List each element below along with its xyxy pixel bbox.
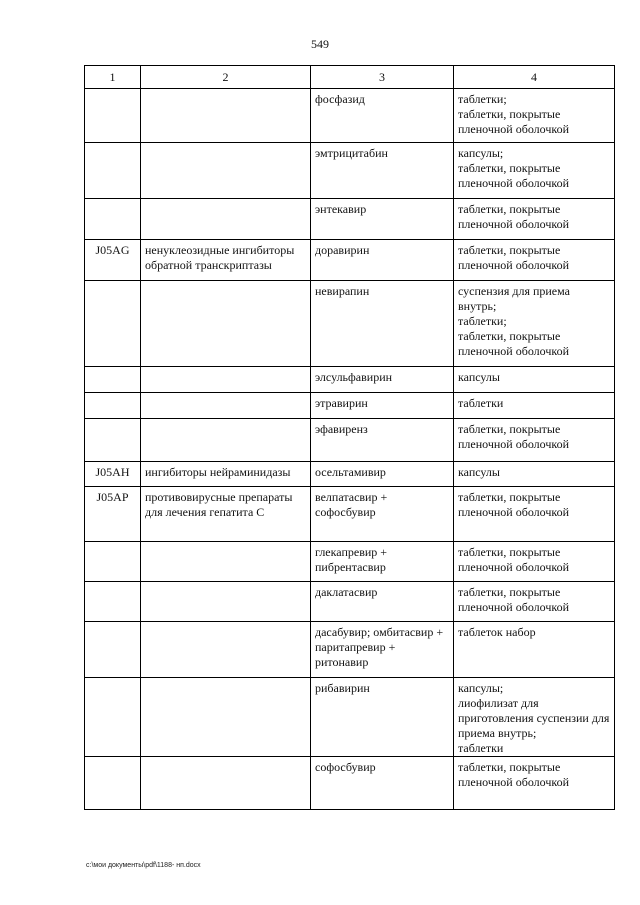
drug-name-cell: эмтрицитабин xyxy=(311,143,454,199)
dosage-forms-cell xyxy=(454,367,615,393)
drug-name-cell: глекапревир + пибрентасвир xyxy=(311,542,454,582)
table-row xyxy=(85,89,615,143)
dosage-form: капсулы xyxy=(458,465,500,479)
group-name-cell: ненуклеозидные ингибиторы обратной транскриптазы xyxy=(141,240,311,281)
drug-name-cell: велпатасвир + софосбувир xyxy=(311,487,454,542)
group-name-cell xyxy=(141,419,311,462)
dosage-form: таблетки; xyxy=(458,314,507,328)
column-header: 2 xyxy=(141,66,311,89)
dosage-form: таблетки, покрытые пленочной оболочкой xyxy=(458,422,570,451)
atc-code-cell xyxy=(85,542,141,582)
group-name-cell xyxy=(141,143,311,199)
table-row xyxy=(85,462,615,487)
column-header: 4 xyxy=(454,66,615,89)
group-name-cell xyxy=(141,199,311,240)
atc-code-cell xyxy=(85,89,141,143)
atc-code-cell xyxy=(85,582,141,622)
group-name-cell xyxy=(141,582,311,622)
table-row xyxy=(85,487,615,542)
atc-code-cell xyxy=(85,393,141,419)
dosage-form: капсулы; xyxy=(458,681,504,695)
group-name-cell xyxy=(141,89,311,143)
dosage-form: таблетки, покрытые пленочной оболочкой xyxy=(458,202,570,231)
drug-name-cell: эфавиренз xyxy=(311,419,454,462)
column-header: 1 xyxy=(85,66,141,89)
table-header-row xyxy=(85,66,615,89)
footer-file-path: c:\мои документы\pdf\1188- нп.docx xyxy=(86,862,201,869)
dosage-forms-cell xyxy=(454,199,615,240)
drug-name-cell: даклатасвир xyxy=(311,582,454,622)
column-header: 3 xyxy=(311,66,454,89)
drug-name-cell: дасабувир; омбитасвир + паритапревир + ритонавир xyxy=(311,622,454,678)
dosage-form: таблетки, покрытые пленочной оболочкой xyxy=(458,161,570,190)
dosage-forms-cell xyxy=(454,582,615,622)
group-name-cell xyxy=(141,542,311,582)
dosage-forms-cell xyxy=(454,419,615,462)
table-row xyxy=(85,757,615,810)
dosage-form: капсулы; xyxy=(458,146,504,160)
dosage-form: таблетки, покрытые пленочной оболочкой xyxy=(458,545,570,574)
dosage-forms-cell xyxy=(454,393,615,419)
dosage-forms-cell xyxy=(454,622,615,678)
drug-name-cell: доравирин xyxy=(311,240,454,281)
atc-code-cell xyxy=(85,419,141,462)
group-name-cell xyxy=(141,281,311,367)
dosage-form: таблетки, покрытые пленочной оболочкой xyxy=(458,760,570,789)
dosage-form: таблетки, покрытые пленочной оболочкой xyxy=(458,585,570,614)
table-row xyxy=(85,199,615,240)
page-number: 549 xyxy=(311,37,329,51)
dosage-forms-cell xyxy=(454,678,615,757)
table-row xyxy=(85,542,615,582)
drug-name-cell: энтекавир xyxy=(311,199,454,240)
atc-code-cell: J05AH xyxy=(85,462,141,487)
dosage-form: суспензия для приема внутрь; xyxy=(458,284,570,313)
table-row xyxy=(85,393,615,419)
drug-name-cell: элсульфавирин xyxy=(311,367,454,393)
table-row xyxy=(85,622,615,678)
group-name-cell xyxy=(141,622,311,678)
atc-code-cell: J05AP xyxy=(85,487,141,542)
dosage-forms-cell xyxy=(454,89,615,143)
table-row xyxy=(85,143,615,199)
table-row xyxy=(85,678,615,757)
table-row xyxy=(85,240,615,281)
table-body xyxy=(85,89,615,810)
dosage-forms-cell xyxy=(454,281,615,367)
atc-code-cell xyxy=(85,143,141,199)
dosage-form: таблеток набор xyxy=(458,625,536,639)
group-name-cell: противовирусные препараты для лечения гепатита C xyxy=(141,487,311,542)
drug-name-cell: осельтамивир xyxy=(311,462,454,487)
atc-code-cell xyxy=(85,622,141,678)
dosage-form: лиофилизат для приготовления суспензии для приема внутрь; xyxy=(458,696,610,740)
dosage-form: таблетки xyxy=(458,741,504,755)
group-name-cell xyxy=(141,367,311,393)
dosage-form: таблетки, покрытые пленочной оболочкой xyxy=(458,329,570,358)
atc-code-cell xyxy=(85,367,141,393)
dosage-form: таблетки xyxy=(458,396,504,410)
dosage-form: капсулы xyxy=(458,370,500,384)
table-row xyxy=(85,419,615,462)
dosage-forms-cell xyxy=(454,757,615,810)
dosage-forms-cell xyxy=(454,462,615,487)
table-row xyxy=(85,281,615,367)
dosage-forms-cell xyxy=(454,240,615,281)
table-row xyxy=(85,582,615,622)
dosage-forms-cell xyxy=(454,487,615,542)
table-row xyxy=(85,367,615,393)
drug-name-cell: этравирин xyxy=(311,393,454,419)
dosage-form: таблетки, покрытые пленочной оболочкой xyxy=(458,107,570,136)
drug-name-cell: фосфазид xyxy=(311,89,454,143)
dosage-form: таблетки, покрытые пленочной оболочкой xyxy=(458,243,570,272)
group-name-cell: ингибиторы нейраминидазы xyxy=(141,462,311,487)
atc-code-cell xyxy=(85,199,141,240)
drug-name-cell: невирапин xyxy=(311,281,454,367)
dosage-forms-cell xyxy=(454,542,615,582)
dosage-form: таблетки, покрытые пленочной оболочкой xyxy=(458,490,570,519)
group-name-cell xyxy=(141,678,311,757)
atc-code-cell: J05AG xyxy=(85,240,141,281)
dosage-form: таблетки; xyxy=(458,92,507,106)
drug-table xyxy=(84,65,615,810)
group-name-cell xyxy=(141,393,311,419)
dosage-forms-cell xyxy=(454,143,615,199)
drug-name-cell: рибавирин xyxy=(311,678,454,757)
atc-code-cell xyxy=(85,678,141,757)
group-name-cell xyxy=(141,757,311,810)
atc-code-cell xyxy=(85,757,141,810)
atc-code-cell xyxy=(85,281,141,367)
drug-name-cell: софосбувир xyxy=(311,757,454,810)
